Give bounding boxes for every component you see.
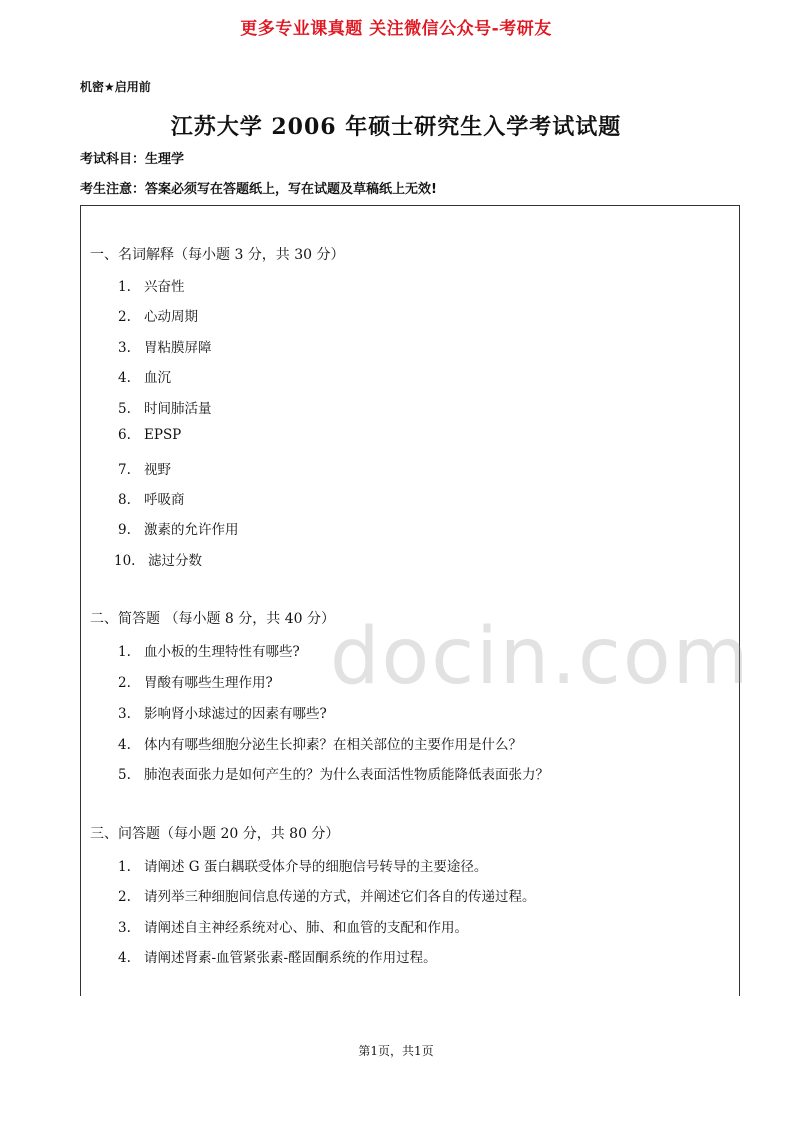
list-item: 4. 体内有哪些细胞分泌生长抑素？在相关部位的主要作用是什么？ [118, 737, 522, 753]
list-item: 1. 请阐述 G 蛋白耦联受体介导的细胞信号转导的主要途径。 [118, 859, 488, 875]
list-item: 4. 请阐述肾素-血管紧张素-醛固酮系统的作用过程。 [118, 950, 437, 966]
list-item: 4. 血沉 [118, 370, 171, 386]
list-item: 5. 时间肺活量 [118, 401, 212, 417]
list-item: 5. 肺泡表面张力是如何产生的？为什么表面活性物质能降低表面张力？ [118, 767, 549, 783]
section-heading-3: 三、问答题（每小题 20 分，共 80 分） [90, 826, 340, 842]
list-item: 3. 胃粘膜屏障 [118, 340, 212, 356]
exam-subject: 考试科目：生理学 [80, 152, 185, 167]
list-item: 10. 滤过分数 [114, 553, 202, 569]
list-item: 6. EPSP [118, 427, 182, 443]
list-item: 3. 请阐述自主神经系统对心、肺、和血管的支配和作用。 [118, 920, 468, 936]
list-item: 9. 激素的允许作用 [118, 522, 239, 538]
list-item: 2. 请列举三种细胞间信息传递的方式，并阐述它们各自的传递过程。 [118, 889, 536, 905]
list-item: 7. 视野 [118, 462, 171, 478]
list-item: 1. 血小板的生理特性有哪些? [118, 644, 300, 660]
exam-notice: 考生注意：答案必须写在答题纸上，写在试题及草稿纸上无效! [80, 182, 437, 197]
section-heading-2: 二、简答题 （每小题 8 分，共 40 分） [90, 611, 335, 627]
confidential-mark: 机密★启用前 [80, 80, 151, 94]
page-footer: 第1页，共1页 [358, 1044, 434, 1058]
list-item: 2. 心动周期 [118, 309, 198, 325]
section-heading-1: 一、名词解释（每小题 3 分，共 30 分） [90, 247, 345, 263]
watermark: docin.com [330, 612, 751, 702]
promo-banner: 更多专业课真题 关注微信公众号-考研友 [240, 19, 552, 39]
list-item: 8. 呼吸商 [118, 492, 185, 508]
page-title: 江苏大学 2006 年硕士研究生入学考试试题 [170, 114, 622, 140]
list-item: 3. 影响肾小球滤过的因素有哪些? [118, 706, 327, 722]
list-item: 2. 胃酸有哪些生理作用? [118, 675, 273, 691]
list-item: 1. 兴奋性 [118, 279, 185, 295]
